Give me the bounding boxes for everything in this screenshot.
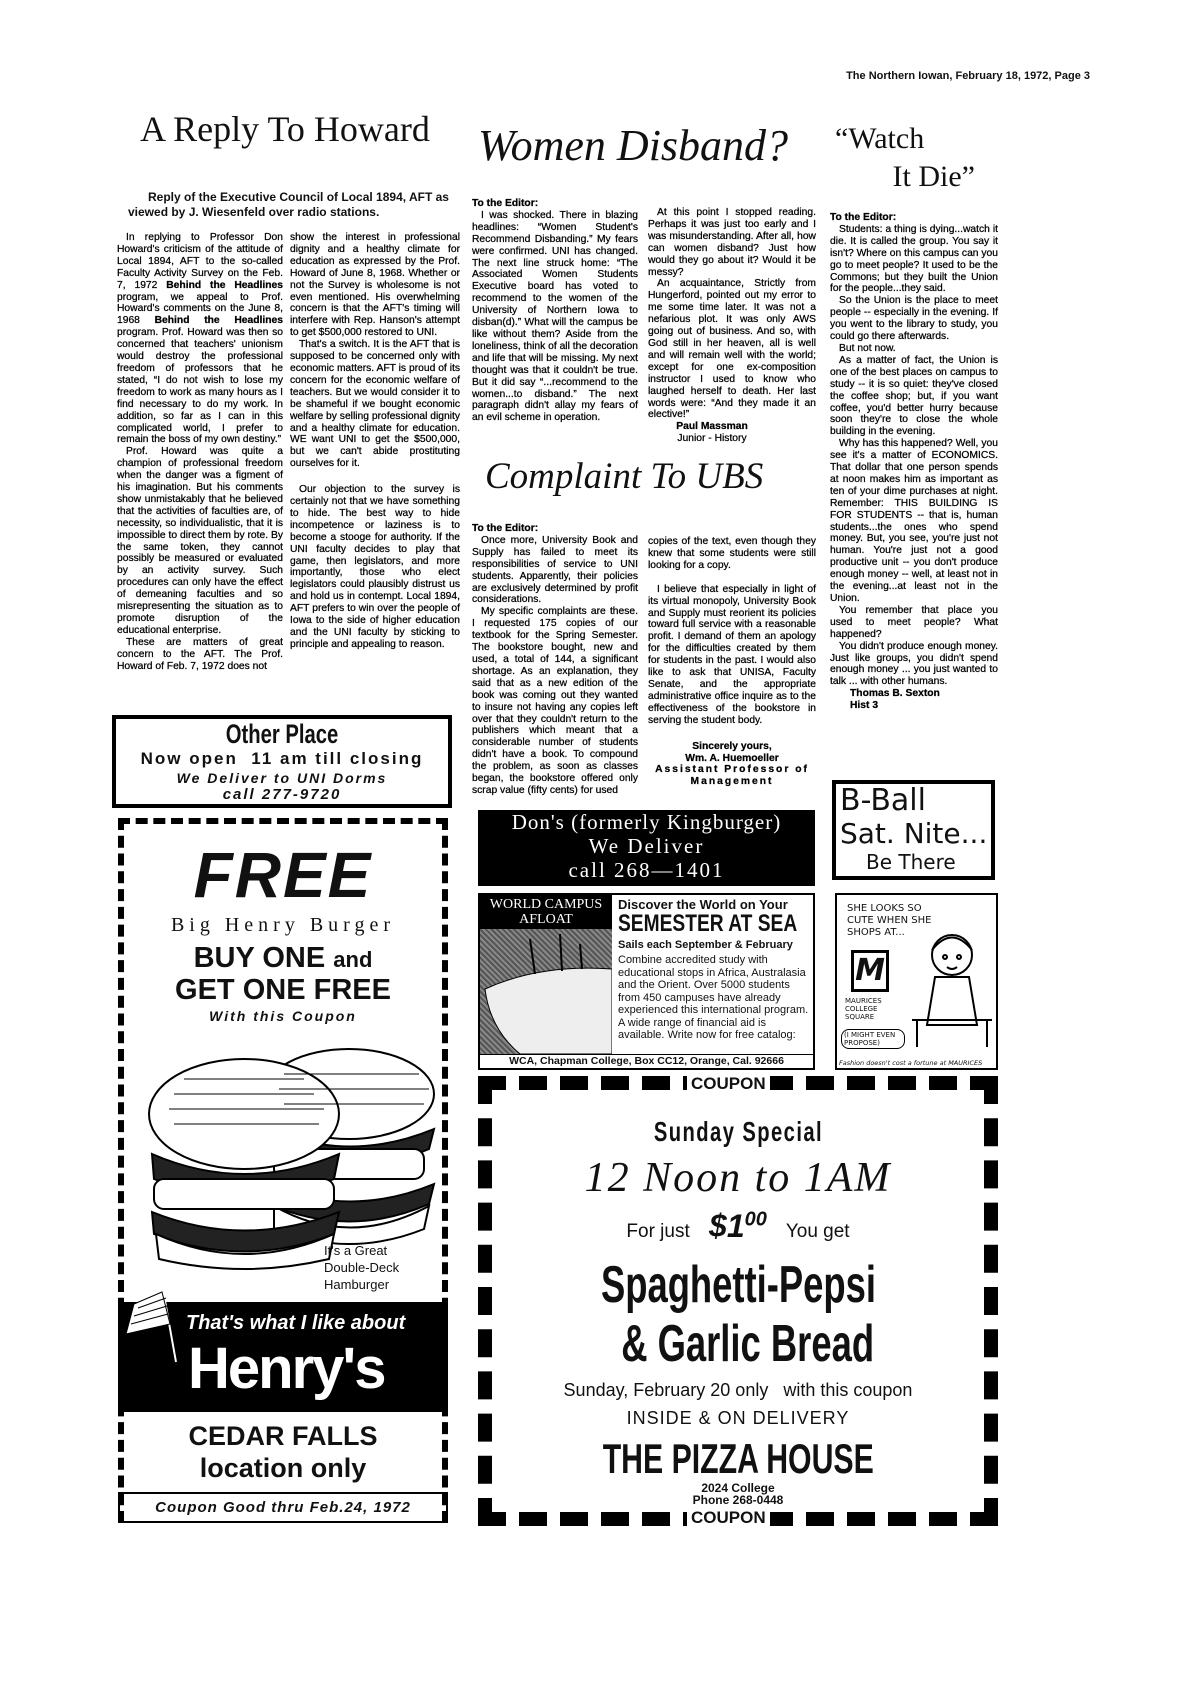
text: Be There	[866, 850, 956, 874]
ad-name: Other Place	[225, 719, 339, 749]
sea-photo	[480, 895, 612, 1055]
paragraph: Our objection to the survey is certainly not that we have something to hide. The best way to hide incompetence or laziness is to become a stooge for authority. If the UNI faculty decides to play that game, then legislators, and more importantly, those who elect legislators could plausibly distrust us and hold us in contempt. Local 1894, AFT prefers to win over the people of Iowa to the side of higher education and the UNI faculty by sticking to principle and appealing to reason.	[290, 484, 460, 650]
author: Paul Massman	[676, 421, 748, 433]
address: 2024 College	[701, 1481, 775, 1495]
text: CEDAR FALLS	[188, 1421, 378, 1451]
salutation: To the Editor:	[472, 523, 539, 534]
item-1: Spaghetti-Pepsi	[600, 1256, 876, 1314]
salutation: To the Editor:	[830, 212, 897, 223]
price-line	[492, 1208, 984, 1245]
badge: WORLD CAMPUS AFLOAT	[480, 895, 612, 929]
slogan: Fashion doesn't cost a fortune at MAURICES	[839, 1059, 983, 1067]
women-col-1	[472, 198, 638, 424]
ad-delivery: We Deliver	[588, 834, 705, 858]
text: In replying to Professor Don Howard's criticism of the attitude of Local 1894, AFT to the so-called Faculty Activity Survey on the Feb. 7, 1972	[117, 232, 283, 291]
store-name: MAURICES COLLEGE SQUARE	[845, 997, 882, 1021]
with-coupon: With this Coupon	[209, 1008, 357, 1024]
coupon-expiry: Coupon Good thru Feb.24, 1972	[118, 1492, 448, 1523]
product-name: Big Henry Burger	[170, 914, 396, 936]
paragraph: I was shocked. There in blazing headlines: “Women Student's Recommend Disbanding.” My fears were confirmed. UNI has changed. The next line struck home: “The Associated Women Students Executive board has voted to recommend to the women of the University of Northern Iowa to disban(d).” What will the campus be like without them? Aside from the loneliness, think of all the decoration and life that will be missing. My next thought was that it couldn't be true. But it did say “...recommend to the women...to disband.” The next paragraph didn't allay my fears of an evil scheme in operation.	[472, 209, 638, 424]
ad-hours: Now open 11 am till closing	[140, 749, 424, 768]
ad-phone: call 277-9720	[222, 786, 342, 803]
women-title: Women Disband?	[478, 121, 789, 170]
offer-line-2: GET ONE FREE	[175, 974, 391, 1006]
paragraph: You didn't produce enough money. Just like groups, you didn't spend enough money ... you just wanted to talk ... with other humans.	[830, 640, 998, 688]
ubs-title: Complaint To UBS	[485, 456, 764, 497]
salutation: To the Editor:	[472, 198, 539, 209]
american-flag-icon	[124, 1284, 184, 1364]
text: You get	[785, 1221, 850, 1242]
watch-col	[830, 212, 998, 712]
masthead: The Northern Iowan, February 18, 1972, Page 3	[846, 70, 1090, 82]
author: Thomas B. Sexton	[850, 688, 940, 700]
dons-ad	[478, 810, 815, 886]
burger-illustration	[134, 1034, 444, 1274]
maurices-ad	[835, 893, 998, 1070]
text: and	[333, 947, 373, 972]
pizza-house-name: THE PIZZA HOUSE	[602, 1435, 874, 1482]
paragraph: But not now.	[839, 342, 896, 354]
location	[124, 1420, 442, 1484]
text: Sat. Nite...	[840, 817, 988, 850]
howard-subhead: Reply of the Executive Council of Local 1894, AFT as viewed by J. Wiesenfeld over radio stations.	[128, 190, 449, 219]
sea-kicker: Discover the World on Your	[618, 897, 788, 912]
price	[709, 1208, 767, 1244]
coupon-label-top: COUPON	[687, 1074, 770, 1094]
sea-sub: Sails each September & February	[618, 939, 793, 951]
bball-ad	[832, 780, 995, 880]
phone: Phone 268-0448	[692, 1493, 784, 1507]
howard-title: A Reply To Howard	[140, 109, 430, 149]
paragraph: show the interest in professional dignity and a healthy climate for education as expressed by the Prof. Howard of June 8, 1968. Whether or not the Survey is wholesome is not even mentioned. His overwhelming concern is that the AFT's timing will interfere with Rep. Hanson's attempt to get $500,000 restored to UNI.	[290, 232, 460, 339]
other-place-ad	[112, 715, 452, 808]
affiliation: Junior - History	[677, 433, 747, 445]
paragraph: These are matters of great concern to the AFT. The Prof. Howard of Feb. 7, 1972 does not	[117, 636, 283, 672]
program-name: Behind the Headlines	[154, 315, 283, 327]
paragraph: Prof. Howard was quite a champion of professional freedom when the danger was a figment of his imagination. But his comments show unmistakably that he believed that the activities of faculties are, of necessity, so individualistic, that it is impossible to direct them by rote. By the same token, they cannot possibly be measured or evaluated by an activity survey. Such procedures can only have the effect of demeaning faculties and so misrepresenting the situation as to promote disruption of the educational enterprise.	[117, 446, 283, 636]
paragraph: As a matter of fact, the Union is one of the best places on campus to study -- it is so quiet: they've closed the coffee shop; but, if you want coffee, you'd better hurry because soon they're to close the whole building in the evening.	[830, 354, 998, 438]
ubs-col-2	[648, 536, 816, 788]
paragraph: You remember that place you used to meet people? What happened?	[830, 604, 998, 640]
ad-phone: call 268—1401	[568, 858, 725, 882]
ubs-col-1	[472, 523, 638, 797]
coupon-label-bottom: COUPON	[687, 1508, 770, 1528]
semester-at-sea-ad	[478, 893, 815, 1070]
cartoon-man-illustration	[907, 925, 997, 1050]
ad-name: Don's (formerly Kingburger)	[511, 810, 782, 834]
paragraph: Students: a thing is dying...watch it die. It is called the group. You say it isn't? Where on this campus can you go to meet people? It used to be the Commons; but they built the Union for the people...they said.	[830, 223, 998, 295]
paragraph: My specific complaints are these. I requested 175 copies of our textbook for the Spring Semester. The bookstore bought, new and used, a total of 144, a significant shortage. As an explanation, they said that as a new edition of the book was coming out they wanted to insure not having any copies left over that they couldn't return to the publishers which meant that a considerable number of students didn't have a book. To compound the problem, as soon as classes began, the bookstore offered only scrap value (fifty cents) for used	[472, 606, 638, 796]
hours: 12 Noon to 1AM	[584, 1155, 892, 1201]
text: with this coupon	[783, 1380, 913, 1400]
text: program, we appeal to Prof. Howard's comments on the June 8, 1968	[117, 291, 283, 327]
howard-col-1	[117, 232, 283, 673]
text: Sunday, February 20 only	[563, 1380, 769, 1400]
paragraph: At this point I stopped reading. Perhaps it was just too early and I was misunderstanding. After all, how can women disband? Just how would they go about it? Would it be messy?	[648, 207, 816, 278]
paragraph: Why has this happened? Well, you see it's a matter of ECONOMICS. That dollar that one person spends at noon makes him as important as ten of your dime purchases at night. Remember: THIS BUILDING IS FOR STUDENTS -- that is, human students...the ones who spend money. But, you see, you're just not human. You're just not a good productive unit -- you don't produce enough money -- well, at least not in the evening...at least not in the Union.	[830, 438, 998, 604]
watch-title-line2: It Die”	[892, 160, 975, 193]
slogan: That's what I like about	[186, 1312, 406, 1334]
text: program. Prof. Howard was then so concerned that teachers' unionism would destroy the professional freedom of professors that he stated, “I do not wish to lose my freedom to work as many hours as I find necessary to do my work. In addition, so far as I can in this complicated world, I prefer to remain the boss of my own destiny.”	[117, 327, 283, 446]
free-headline: FREE	[193, 839, 373, 911]
henrys-banner	[118, 1302, 448, 1412]
affiliation: Hist 3	[850, 700, 879, 712]
ad-delivery: We Deliver to UNI Dorms	[176, 770, 388, 786]
text: $1	[709, 1208, 745, 1244]
date-line	[492, 1380, 984, 1401]
maurices-logo: M	[851, 950, 889, 992]
paragraph: So the Union is the place to meet people -- especially in the evening. If you went to the library to study, you could go there afterwards.	[830, 295, 998, 343]
sea-headline: SEMESTER AT SEA	[618, 910, 798, 937]
watch-title-line1: “Watch	[835, 122, 925, 155]
paragraph: That's a switch. It is the AFT that is supposed to be concerned only with economic matters. AFT is proud of its concern for the economic welfare of teachers. But we would consider it to be shameful if we bought economic welfare by selling professional dignity and a healthy climate for education. WE want UNI to get the $500,000, but we can't abide prostituting ourselves for it.	[290, 339, 460, 470]
paragraph: copies of the text, even though they knew that some students were still looking for a copy.	[648, 536, 816, 571]
sunday-special: Sunday Special	[653, 1116, 823, 1147]
delivery: INSIDE & ON DELIVERY	[626, 1408, 850, 1428]
offer-line-1	[124, 942, 442, 975]
text: 00	[744, 1208, 767, 1231]
ship-image	[480, 929, 612, 1054]
item-2: & Garlic Bread	[621, 1315, 875, 1373]
text: B-Ball	[840, 783, 926, 818]
paragraph: I believe that especially in light of its virtual monopoly, University Book and Supply must reorient its policies toward full service with a reasonable profit. I demand of them an apology for the difficulties created by them for students in the past. I would also like to ask that UNISA, Faculty Senate, and the appropriate administrative office inquire as to the effectiveness of the bookstore in serving the student body.	[648, 583, 816, 726]
sea-body: Combine accredited study with educational stops in Africa, Australasia and the Orient. Over 5000 students from 450 campuses have already experienced this international program. A wide range of financial aid is available. Write now for free catalog:	[618, 954, 809, 1041]
author: Wm. A. Huemoeller	[685, 752, 779, 764]
henrys-logo: Henry's	[188, 1336, 385, 1401]
caption: SHE LOOKS SO CUTE WHEN SHE SHOPS AT...	[847, 903, 932, 938]
text: BUY ONE	[193, 942, 326, 974]
pizza-house-coupon-ad	[478, 1076, 998, 1526]
program-name: Behind the Headlines	[166, 279, 283, 291]
paragraph: An acquaintance, Strictly from Hungerford, pointed out my error to me some time later. It was not a nefarious plot. It was only AWS going out of business. And so, with God still in her heaven, all is well and will remain well with the world; except for one ex-composition instructor I used to know who laughed herself to death. Her last words were: “And they made it an elective!”	[648, 278, 816, 421]
speech-bubble: (I MIGHT EVEN PROPOSE)	[841, 1029, 905, 1049]
sea-address: WCA, Chapman College, Box CC12, Orange, Cal. 92666	[480, 1054, 813, 1067]
paragraph: Once more, University Book and Supply has failed to meet its responsibilities of service to UNI students. Apparently, their policies are exclusively determined by profit considerations.	[472, 534, 638, 606]
henrys-coupon-ad	[118, 818, 448, 1523]
burger-blurb: It's a Great Double-Deck Hamburger	[324, 1243, 400, 1292]
howard-col-2	[290, 232, 460, 651]
author-title: Assistant Professor of Management	[655, 764, 809, 788]
text: For just	[626, 1221, 690, 1242]
text: location only	[199, 1453, 367, 1483]
closing: Sincerely yours,	[692, 740, 772, 752]
women-col-2	[648, 207, 816, 445]
